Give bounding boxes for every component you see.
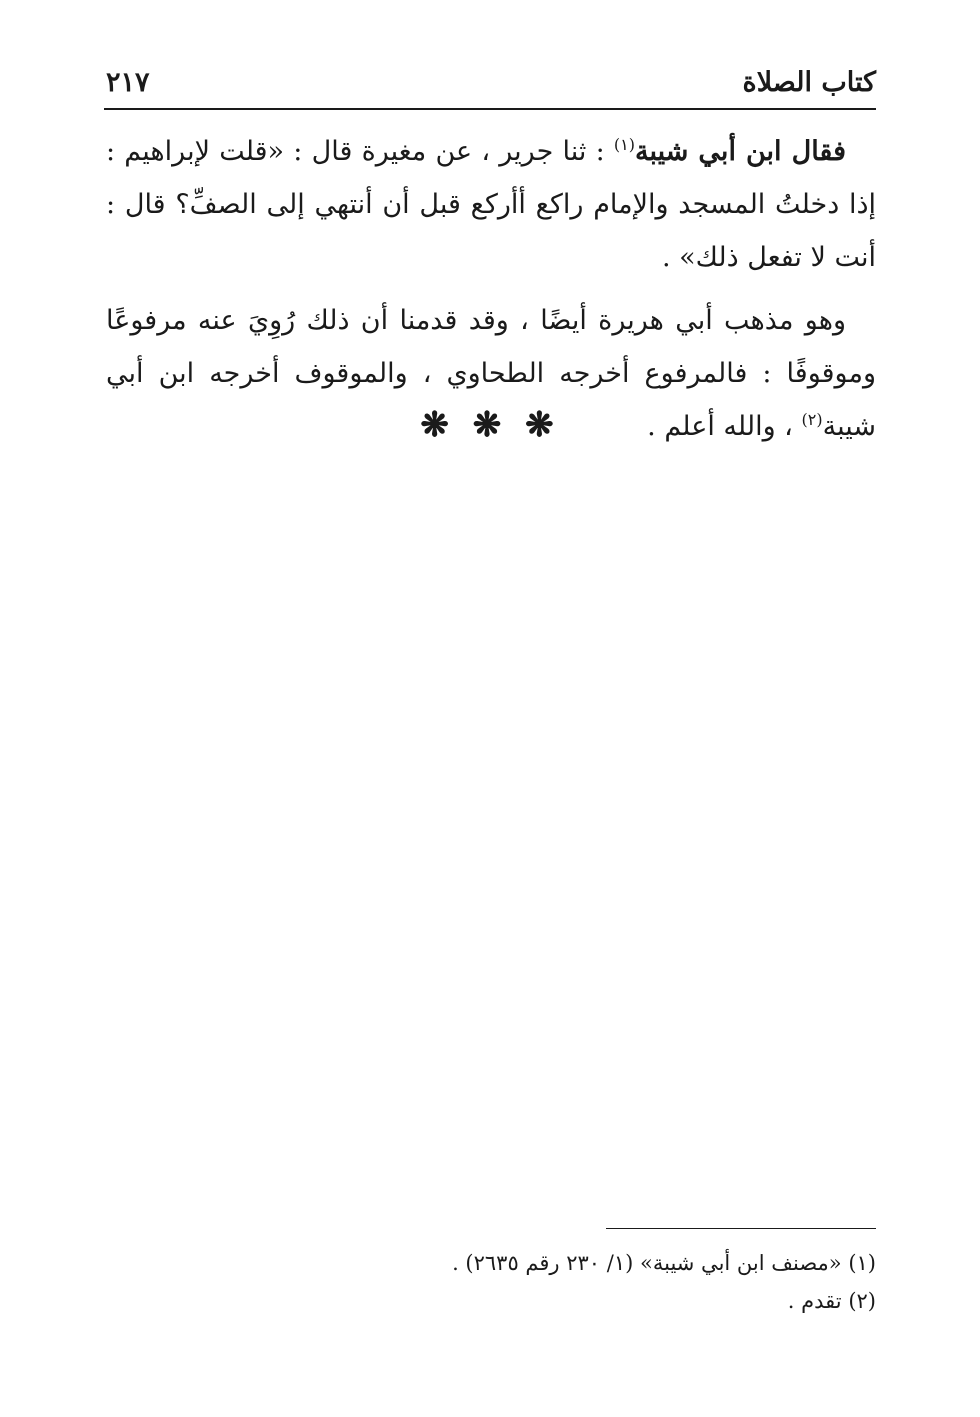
running-title: كتاب الصلاة — [742, 66, 876, 98]
footnote-ref-1: (١) — [613, 135, 635, 154]
paragraph-2-text-after: ، والله أعلم . — [647, 411, 793, 442]
body-text — [106, 125, 876, 453]
paragraph-2-text-before: وهو مذهب أبي هريرة أيضًا ، وقد قدمنا أن ذلك رُوِيَ عنه مرفوعًا وموقوفًا : فالمرفوع أخرجه الطحاوي ، والموقوف أخرجه ابن أبي شيبة — [106, 305, 876, 442]
footnotes — [106, 1244, 876, 1320]
section-separator: ❋ ❋ ❋ — [420, 405, 560, 445]
footnote-2: (٢) تقدم . — [787, 1289, 876, 1313]
paragraph-1 — [106, 125, 876, 284]
page-number: ٢١٧ — [106, 66, 150, 98]
header-rule — [104, 108, 876, 110]
footnote-1: (١) «مصنف ابن أبي شيبة» (١/ ٢٣٠ رقم ٢٦٣٥) . — [452, 1251, 876, 1275]
paragraph-1-lead: فقال ابن أبي شيبة — [635, 136, 846, 167]
page-header — [106, 62, 876, 102]
footnote-rule — [606, 1228, 876, 1229]
paragraph-1-text: : ثنا جرير ، عن مغيرة قال : «قلت لإبراهيم : إذا دخلتُ المسجد والإمام راكع أأركع قبل أن أنتهي إلى الصفِّ؟ قال : أنت لا تفعل ذلك» . — [106, 136, 876, 273]
footnote-ref-2: (٢) — [801, 410, 823, 429]
